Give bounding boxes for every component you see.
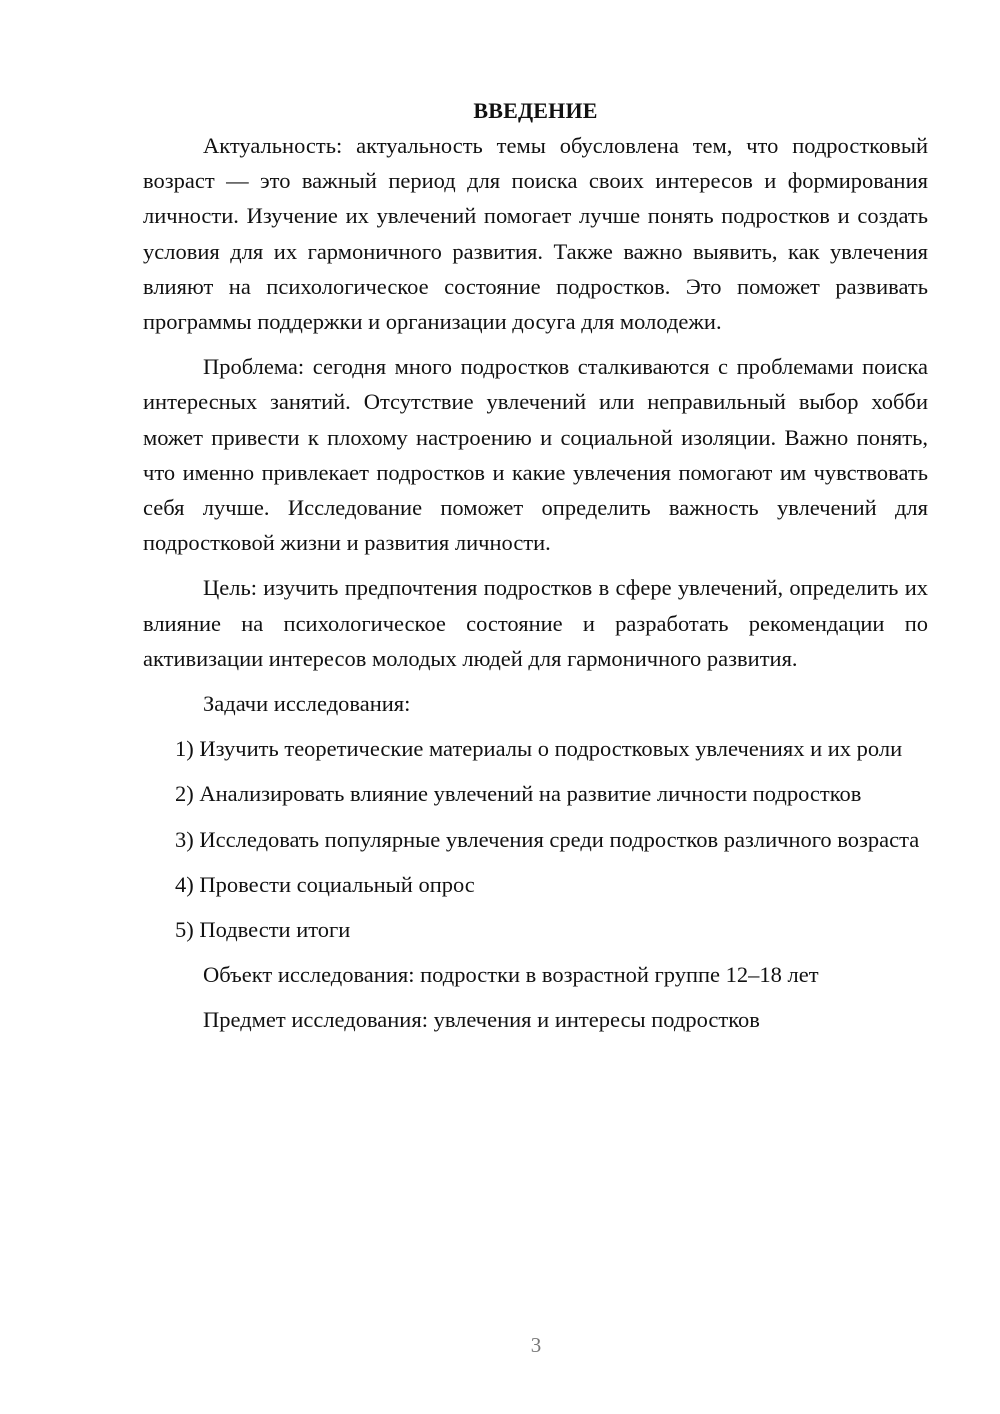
task-item-1: 1) Изучить теоретические материалы о подростковых увлечениях и их роли [175,736,903,762]
task-item-4: 4) Провести социальный опрос [175,871,475,897]
task-item-3: 3) Исследовать популярные увлечения среди подростков различного возраста [175,826,920,852]
page-title: ВВЕДЕНИЕ [473,98,598,123]
research-object: Объект исследования: подростки в возрастной группе 12–18 лет [203,962,819,988]
task-item-2: 2) Анализировать влияние увлечений на развитие личности подростков [175,781,862,807]
goal-paragraph: Цель: изучить предпочтения подростков в сфере увлечений, определить их влияние на психологическое состояние и разработать рекомендации по активизации интересов молодых людей для гармоничного развития. [143,575,928,671]
page-number: 3 [530,1333,542,1357]
relevance-paragraph: Актуальность: актуальность темы обусловлена тем, что подростковый возраст — это важный период для поиска своих интересов и формирования личности. Изучение их увлечений помогает лучше понять подростков и создать условия для их гармоничного развития. Также важно выявить, как увлечения влияют на психологическое состояние подростков. Это поможет развивать программы поддержки и организации досуга для молодежи. [143,133,928,335]
document-page [143,94,928,1048]
tasks-heading: Задачи исследования: [203,691,411,717]
task-item-5: 5) Подвести итоги [175,917,351,943]
problem-paragraph: Проблема: сегодня много подростков сталкиваются с проблемами поиска интересных занятий. Отсутствие увлечений или неправильный выбор хобби может привести к плохому настроению и социальной изоляции. Важно понять, что именно привлекает подростков и какие увлечения помогают им чувствовать себя лучше. Исследование поможет определить важность увлечений для подростковой жизни и развития личности. [143,354,928,556]
research-subject: Предмет исследования: увлечения и интересы подростков [203,1007,760,1033]
